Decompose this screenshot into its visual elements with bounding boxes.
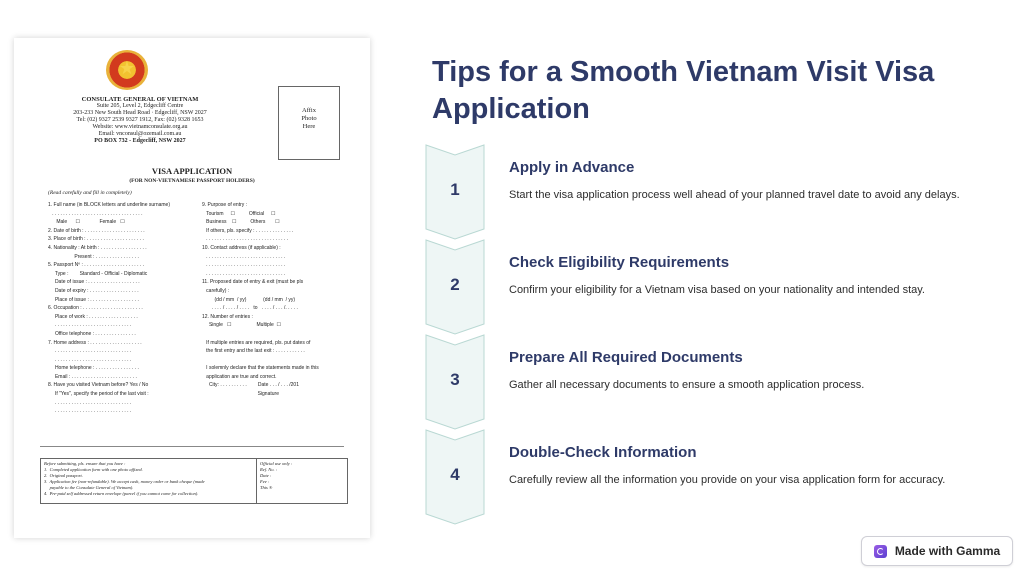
form-footer-checklist: Before submitting, pls. ensure that you have : 1. Completed application form with one photo affixed. 2. Original passport. 3. Application fee (non-refundable). We accept cash, money order or bank cheque (made payable to the Consulate General of Vietnam). 4. Pre-paid self addressed return envelope (parcel if you cannot come for collection).: [41, 459, 257, 503]
badge-label: Made with Gamma: [894, 544, 1001, 558]
step-marker-1: [425, 144, 485, 240]
form-footer: [40, 458, 348, 504]
tip-item-3: [509, 348, 979, 395]
tip-heading: Apply in Advance: [509, 159, 635, 176]
gamma-logo-icon: [874, 545, 887, 558]
tip-heading: Prepare All Required Documents: [509, 349, 743, 366]
step-number: 4: [450, 465, 460, 484]
made-with-gamma-button[interactable]: [861, 536, 1013, 566]
form-subtitle: (FOR NON-VIETNAMESE PASSPORT HOLDERS): [129, 178, 255, 184]
visa-form-image: [14, 38, 370, 538]
form-right-column: 9. Purpose of entry : Tourism ☐ Official ☐ Business ☐ Others ☐ If others, pls. specify : . . . . . . . . . . . . . . . . . . . . . . . . . . . . . . . . . . . . . . . . . . . . 10. Contact address (if applicable) : . . . . . . . . . . . . . . . . . . . . . . . . . . . . . . . . . . . . . . . . . . . . . . . . . . . . . . . . . . . . . . . . . . . . . . . . . . . . . . . . . . . . . . . 11. Proposed date of entry & exit (must be pls carefully) : (dd / mm / yy) (dd / mm / yy) . . . . / . . . . / . . . . to . . . . / . . . /. . . . . 12. Number of entries : Single ☐ Multiple ☐ If multiple entries are required, pls. put dates of the first entry and the last exit : . . . . . . . . . . . I solemnly declare that the statements made in this application are true and correct. City: . . . . . . . . . . Date . . . / . . . /201 Signature: [202, 202, 319, 398]
form-note: (Read carefully and fill in completely): [48, 190, 132, 196]
page-title: Tips for a Smooth Vietnam Visit Visa Application: [432, 56, 935, 125]
step-marker-3: [425, 334, 485, 430]
tip-text: Gather all necessary documents to ensure a smooth application process.: [509, 379, 865, 391]
form-title: VISA APPLICATION: [151, 166, 233, 176]
form-left-column: 1. Full name (in BLOCK letters and underline surname) . . . . . . . . . . . . . . . . . . . . . . . . . . . . . . . . . Male ☐ Female ☐ 2. Date of birth : . . . . . . . . . . . . . . . . . . . . . . 3. Place of birth : . . . . . . . . . . . . . . . . . . . . . 4. Nationality : At birth : . . . . . . . . . . . . . . . . . Present : . . . . . . . . . . . . . . . . 5. Passport Nº : . . . . . . . . . . . . . . . . . . . . . . Type : Standard - Official - Diplomatic Date of issue : . . . . . . . . . . . . . . . . . . . Date of expiry : . . . . . . . . . . . . . . . . . . Place of issue : . . . . . . . . . . . . . . . . . . 6. Occupation : . . . . . . . . . . . . . . . . . . . . . . Place of work : . . . . . . . . . . . . . . . . . . . . . . . . . . . . . . . . . . . . . . . . . . . . . . Office telephone : . . . . . . . . . . . . . . . 7. Home address : . . . . . . . . . . . . . . . . . . . . . . . . . . . . . . . . . . . . . . . . . . . . . . . . . . . . . . . . . . . . . . . . . . . . . . . . . . . Home telephone : . . . . . . . . . . . . . . . . Email : . . . . . . . . . . . . . . . . . . . . . . . . 8. Have you visited Vietnam before? Yes / No If "Yes", specify the period of the last visit : . . . . . . . . . . . . . . . . . . . . . . . . . . . . . . . . . . . . . . . . . . . . . . . . . . . . . . . .: [48, 202, 171, 415]
tip-heading: Check Eligibility Requirements: [509, 254, 730, 271]
tip-item-4: [509, 443, 979, 490]
consulate-address: CONSULATE GENERAL OF VIETNAM Suite 205, Level 2, Edgecliff Centre 203-233 New South Head Road · Edgecliff, NSW 2027 Tel: (02) 9327 2539 9327 1912, Fax: (02) 9328 1653 Website: www.vietnamconsulate.org.au Email: vnconsul@ozemail.com.au PO BOX 732 - Edgecliff, NSW 2027: [73, 96, 207, 144]
form-divider: [40, 446, 344, 447]
photo-box: Affix Photo Here: [278, 86, 340, 160]
tip-heading: Double-Check Information: [509, 444, 697, 461]
step-number: 3: [450, 370, 460, 389]
step-number: 1: [450, 180, 460, 199]
form-footer-official: Official use only : Ref. No. : Date : Fee : This ®: [260, 461, 293, 490]
tip-item-2: [509, 253, 979, 300]
vietnam-emblem-icon: [106, 50, 148, 90]
step-number: 2: [450, 275, 460, 294]
step-marker-2: [425, 239, 485, 335]
tip-text: Carefully review all the information you provide on your visa application form for accuracy.: [509, 474, 946, 486]
tip-item-1: [509, 158, 979, 205]
tip-text: Start the visa application process well ahead of your planned travel date to avoid any delays.: [509, 189, 960, 201]
step-marker-4: [425, 429, 485, 525]
tip-text: Confirm your eligibility for a Vietnam visa based on your nationality and intended stay.: [509, 284, 925, 296]
